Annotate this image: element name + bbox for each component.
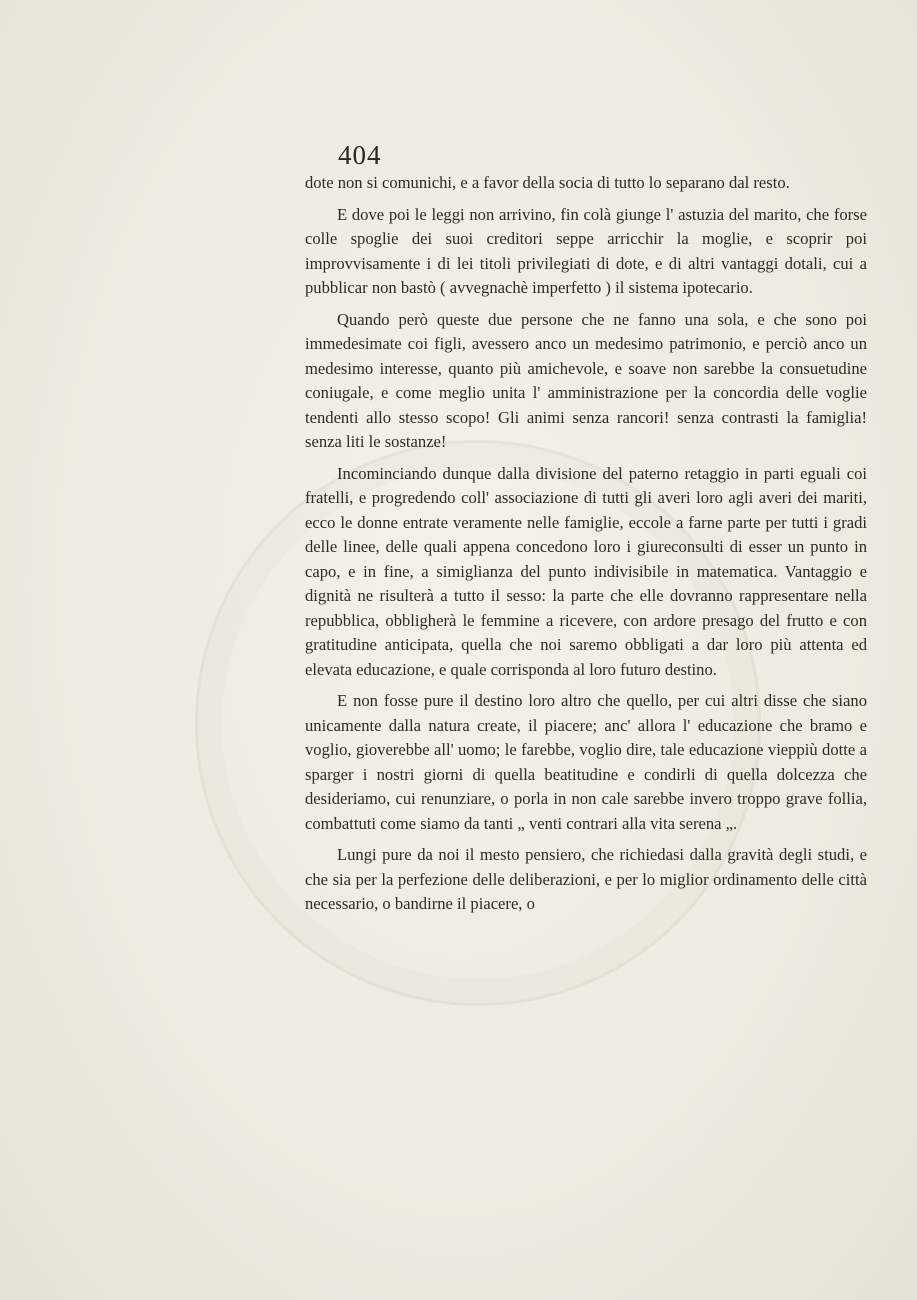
- paragraph: E dove poi le leggi non arrivino, fin colà giunge l' astuzia del marito, che forse colle spoglie dei suoi creditori seppe arricchir la moglie, e scoprir poi improvvisamente i di lei titoli privilegiati di dote, e di altri vantaggi dotali, cui a pubblicar non bastò ( avvegnachè imperfetto ) il sistema ipotecario.: [305, 204, 867, 297]
- page-number: 404: [338, 140, 382, 170]
- text-body: [305, 171, 867, 924]
- paragraph-continuation: dote non si comunichi, e a favor della socia di tutto lo separano dal resto.: [305, 173, 790, 192]
- paragraph: Incominciando dunque dalla divisione del paterno retaggio in parti eguali coi fratelli, e progredendo coll' associazione di tutti gli averi loro agli averi dei mariti, ecco le donne entrate veramente nelle famiglie, eccole a farne parte per tutti i gradi delle linee, delle quali appena concedono loro i giureconsulti di esser un punto in capo, e in fine, a simiglianza del punto indivisibile in matematica. Vantaggio e dignità ne risulterà a tutto il sesso: la parte che elle dovranno rappresentare nella repubblica, obbligherà le femmine a ricevere, con ardore presago del frutto e con gratitudine anticipata, quella che noi saremo obbligati a dar loro più attenta ed elevata educazione, e quale corrisponda al loro futuro destino.: [305, 463, 867, 679]
- paragraph: Lungi pure da noi il mesto pensiero, che richiedasi dalla gravità degli studi, e che sia per la perfezione delle deliberazioni, e per lo miglior ordinamento delle città necessario, o bandirne il piacere, o: [305, 845, 867, 913]
- paragraph: E non fosse pure il destino loro altro che quello, per cui altri disse che siano unicamente dalla natura create, il piacere; anc' allora l' educazione che bramo e voglio, gioverebbe all' uomo; le farebbe, voglio dire, tale educazione vieppiù dotte a sparger i nostri giorni di quella beatitudine e condirli di quella dolcezza che desideriamo, cui renunziare, o porla in non cale sarebbe invero troppo grave follia, combattuti come siamo da tanti „ venti contrari alla vita serena „.: [305, 691, 867, 833]
- paragraph: Quando però queste due persone che ne fanno una sola, e che sono poi immedesimate coi figli, avessero anco un medesimo patrimonio, e perciò anco un medesimo interesse, quanto più amichevole, e soave non sarebbe la consuetudine coniugale, e come meglio unita l' amministrazione per la concordia delle voglie tendenti allo stesso scopo! Gli animi senza rancori! senza contrasti la famiglia! senza liti le sostanze!: [305, 309, 867, 451]
